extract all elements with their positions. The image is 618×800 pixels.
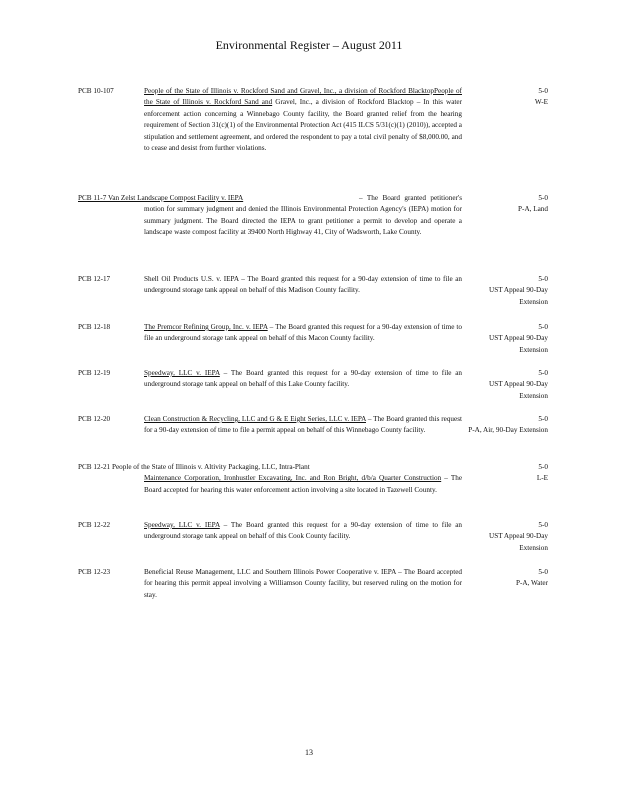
vote-count: 5-0 [538, 415, 548, 423]
case-number: PCB 12-21 People of the State of Illinois v. Altivity Packaging, LLC, Intra-Plant [78, 463, 310, 471]
case-type: P-A, Water [515, 579, 548, 588]
entry-text [144, 368, 462, 391]
case-parties: Clean Construction & Recycling, LLC and G & E Eight Series, LLC v. IEPA [144, 415, 366, 423]
case-number: PCB 12-18 [78, 323, 111, 331]
case-parties: People of the State of Illinois v. Rockford Sand and Gravel, Inc., a division of Rockford BlacktopPeople of the State of Illinois v. Rockford Sand and [144, 87, 462, 107]
vote-count: 5-0 [538, 87, 548, 95]
vote-column [448, 193, 548, 216]
case-type: W-E [534, 98, 548, 107]
case-summary: – The Board granted this request for a 90-day extension of time to file an underground storage tank appeal on behalf of this Macon County facility. [144, 323, 462, 343]
case-number: PCB 12-22 [78, 521, 111, 529]
page-header [0, 38, 618, 53]
entry-text [144, 473, 462, 496]
case-number: PCB 10-107 [78, 87, 114, 95]
case-summary: Shell Oil Products U.S. v. IEPA – The Board granted this request for a 90-day extension of time to file an underground storage tank appeal on behalf of this Madison County facility. [144, 275, 462, 295]
vote-count: 5-0 [538, 521, 548, 529]
vote-count: 5-0 [538, 463, 548, 471]
case-summary: – The Board granted this request for a 90-day extension of time to file an underground storage tank appeal on behalf of this Cook County facility. [144, 521, 463, 541]
vote-column [448, 520, 548, 554]
case-type: UST Appeal 90-Day Extension [489, 380, 548, 400]
entry-text [144, 193, 462, 239]
case-parties: Speedway, LLC v. IEPA [144, 369, 220, 377]
case-type: UST Appeal 90-Day Extension [489, 532, 548, 552]
vote-column [448, 567, 548, 590]
vote-count: 5-0 [538, 369, 548, 377]
case-type: P-A, Land [518, 205, 548, 214]
case-summary: – The Board granted this request for a 90-day extension of time to file a permit appeal on behalf of this Winnebago County facility. [144, 415, 462, 435]
case-summary: Beneficial Reuse Management, LLC and Southern Illinois Power Cooperative v. IEPA – The Board accepted for hearing this permit appeal involving a Williamson County facility, but reserved ruling on the motion for stay. [144, 568, 462, 599]
case-number: PCB 12-17 [78, 275, 111, 283]
vote-column [448, 368, 548, 402]
page-number: 13 [305, 748, 313, 757]
case-summary: – The Board accepted for hearing this water enforcement action involving a site located in Tazewell County. [144, 474, 463, 494]
case-parties: Speedway, LLC v. IEPA [144, 521, 220, 529]
entry-text [144, 274, 462, 297]
entry-text [144, 86, 462, 154]
page-footer [0, 748, 618, 757]
entry-text [144, 520, 462, 543]
vote-count: 5-0 [538, 568, 548, 576]
case-parties: The Premcor Refining Group, Inc. v. IEPA [144, 323, 268, 331]
vote-count: 5-0 [538, 194, 548, 202]
case-summary: – The Board granted petitioner's motion for summary judgment and denied the Illinois Environmental Protection Agency's (IEPA) motion for summary judgment. The Board directed the IEPA to grant petitioner a permit to develop and operate a landscape waste compost facility at 39400 North Highway 41, City of Wadsworth, Lake County. [144, 194, 462, 237]
case-number: PCB 11-7 Van Zelst Landscape Compost Facility v. IEPA [78, 194, 244, 202]
vote-column [448, 414, 548, 437]
case-number: PCB 12-19 [78, 369, 111, 377]
case-type: UST Appeal 90-Day Extension [489, 334, 548, 354]
page-title: Environmental Register – August 2011 [215, 38, 403, 52]
case-type: UST Appeal 90-Day Extension [489, 286, 548, 306]
case-parties: Maintenance Corporation, Ironhustler Excavating, Inc. and Ron Bright, d/b/a Quarter Construction [144, 474, 442, 483]
vote-column [448, 274, 548, 308]
case-number: PCB 12-23 [78, 568, 111, 576]
case-type: P-A, Air, 90-Day Extension [468, 426, 548, 435]
vote-count: 5-0 [538, 323, 548, 331]
entry-text [144, 567, 462, 601]
case-summary: Gravel, Inc., a division of Rockford Blacktop – In this water enforcement action concerning a Winnebago County facility, the Board granted relief from the hearing requirement of Section 31(c)(1) of the Environmental Protection Act (415 ILCS 5/31(c)(1) (2010)), accepted a stipulation and settlement agreement, and ordered the respondent to pay a total civil penalty of $8,000.00, and to cease and desist from further violations. [144, 98, 462, 153]
case-summary: – The Board granted this request for a 90-day extension of time to file an underground storage tank appeal on behalf of this Lake County facility. [144, 369, 463, 389]
vote-column [448, 322, 548, 356]
vote-count: 5-0 [538, 275, 548, 283]
case-number: PCB 12-20 [78, 415, 111, 423]
entry-text [144, 322, 462, 345]
vote-column [448, 462, 548, 485]
vote-column [448, 86, 548, 109]
entry-text [144, 414, 462, 437]
case-type: L-E [536, 474, 548, 483]
